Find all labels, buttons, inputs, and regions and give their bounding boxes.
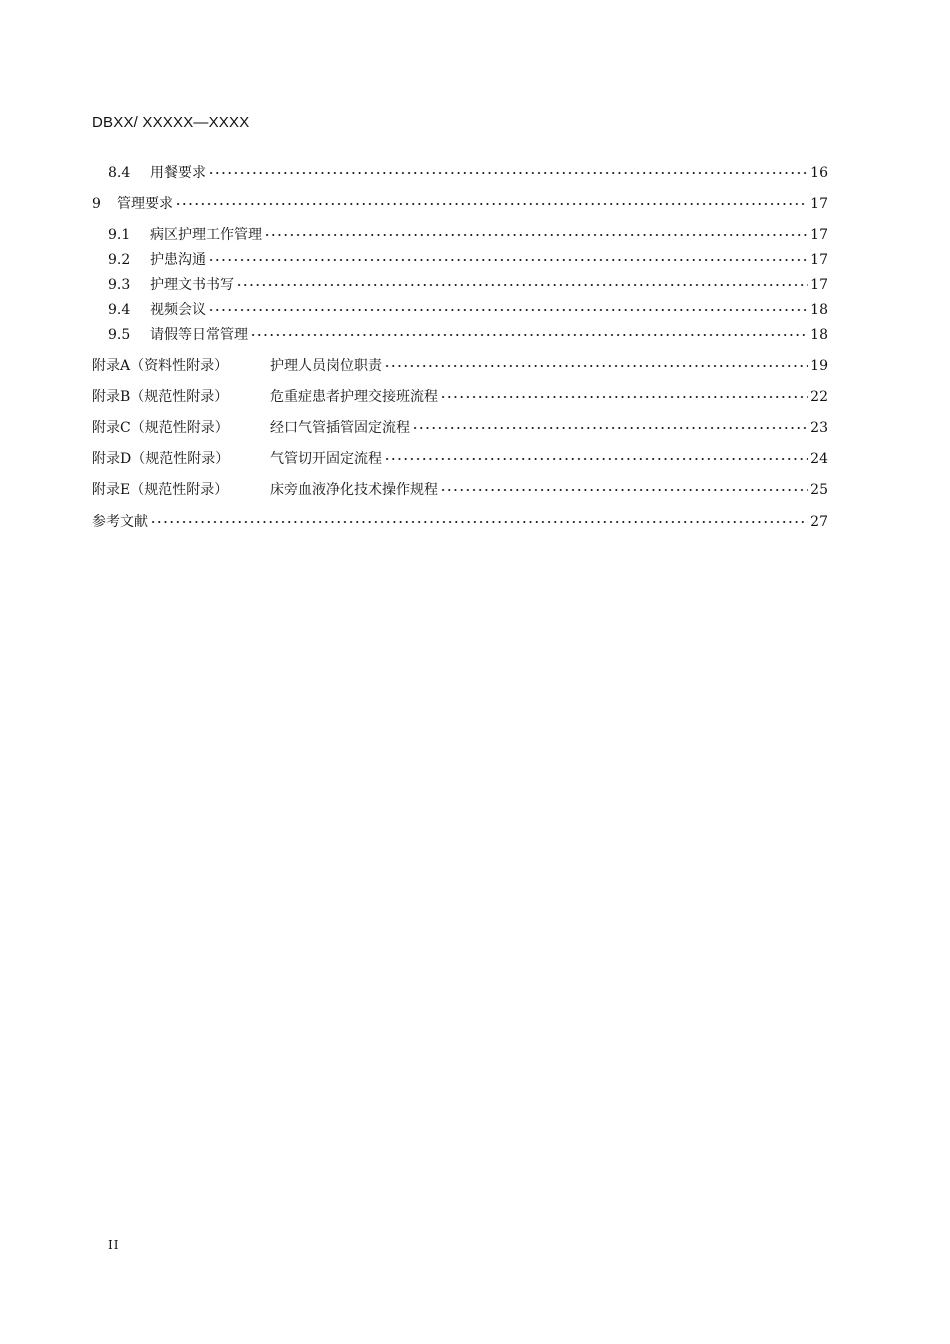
- toc-title: 病区护理工作管理: [150, 227, 262, 243]
- toc-number: 9: [92, 196, 101, 212]
- toc-entry-9-1[interactable]: [108, 219, 828, 243]
- toc-entry-appendix-a[interactable]: [92, 350, 828, 374]
- dot-leader: [264, 219, 808, 239]
- toc-entry-9-3[interactable]: [108, 269, 828, 293]
- toc-entry-appendix-c[interactable]: [92, 412, 828, 436]
- toc-page: 16: [810, 165, 828, 181]
- appendix-label: 附录E（规范性附录）: [92, 482, 229, 498]
- toc-page: 22: [810, 389, 828, 405]
- dot-leader: [440, 474, 808, 494]
- dot-leader: [175, 188, 808, 208]
- toc-number: 8.4: [108, 165, 131, 181]
- appendix-label: 附录B（规范性附录）: [92, 389, 229, 405]
- dot-leader: [150, 506, 808, 526]
- toc-entry-appendix-e[interactable]: [92, 474, 828, 498]
- toc-entry-9[interactable]: [92, 188, 828, 212]
- toc-title: 管理要求: [117, 196, 173, 212]
- toc-page: 18: [810, 302, 828, 318]
- dot-leader: [208, 294, 808, 314]
- toc-title: 参考文献: [92, 514, 148, 530]
- toc-title: 视频会议: [150, 302, 206, 318]
- toc-title: 用餐要求: [150, 165, 206, 181]
- toc-entry-9-2[interactable]: [108, 244, 828, 268]
- toc-title: 危重症患者护理交接班流程: [270, 389, 438, 405]
- toc-page: 24: [810, 451, 828, 467]
- document-code-header: DBXX/ XXXXX—XXXX: [92, 114, 250, 131]
- dot-leader: [236, 269, 808, 289]
- toc-entry-appendix-b[interactable]: [92, 381, 828, 405]
- toc-page: 17: [810, 227, 828, 243]
- dot-leader: [208, 157, 808, 177]
- toc-entry-8-4[interactable]: [108, 157, 828, 181]
- toc-page: 17: [810, 277, 828, 293]
- dot-leader: [208, 244, 808, 264]
- toc-number: 9.5: [108, 327, 131, 343]
- toc-page: 18: [810, 327, 828, 343]
- page-number: II: [108, 1238, 120, 1252]
- dot-leader: [412, 412, 808, 432]
- toc-title: 护理人员岗位职责: [270, 358, 382, 374]
- toc-page: 19: [810, 358, 828, 374]
- toc-page: 27: [810, 514, 828, 530]
- toc-title: 经口气管插管固定流程: [270, 420, 410, 436]
- toc-page: 17: [810, 252, 828, 268]
- appendix-label: 附录D（规范性附录）: [92, 451, 230, 467]
- toc-page: 17: [810, 196, 828, 212]
- toc-title: 护理文书书写: [150, 277, 234, 293]
- toc-entry-appendix-d[interactable]: [92, 443, 828, 467]
- toc-number: 9.3: [108, 277, 131, 293]
- appendix-label: 附录C（规范性附录）: [92, 420, 229, 436]
- toc-title: 气管切开固定流程: [270, 451, 382, 467]
- toc-page: 25: [810, 482, 828, 498]
- toc-number: 9.2: [108, 252, 131, 268]
- toc-entry-9-4[interactable]: [108, 294, 828, 318]
- toc-entry-9-5[interactable]: [108, 319, 828, 343]
- toc-title: 请假等日常管理: [150, 327, 248, 343]
- toc-number: 9.4: [108, 302, 131, 318]
- toc-number: 9.1: [108, 227, 131, 243]
- toc-entry-references[interactable]: [92, 506, 828, 530]
- toc-title: 床旁血液净化技术操作规程: [270, 482, 438, 498]
- dot-leader: [440, 381, 808, 401]
- dot-leader: [384, 350, 808, 370]
- dot-leader: [250, 319, 808, 339]
- toc-title: 护患沟通: [150, 252, 206, 268]
- dot-leader: [384, 443, 808, 463]
- toc-page: 23: [810, 420, 828, 436]
- appendix-label: 附录A（资料性附录）: [92, 358, 229, 374]
